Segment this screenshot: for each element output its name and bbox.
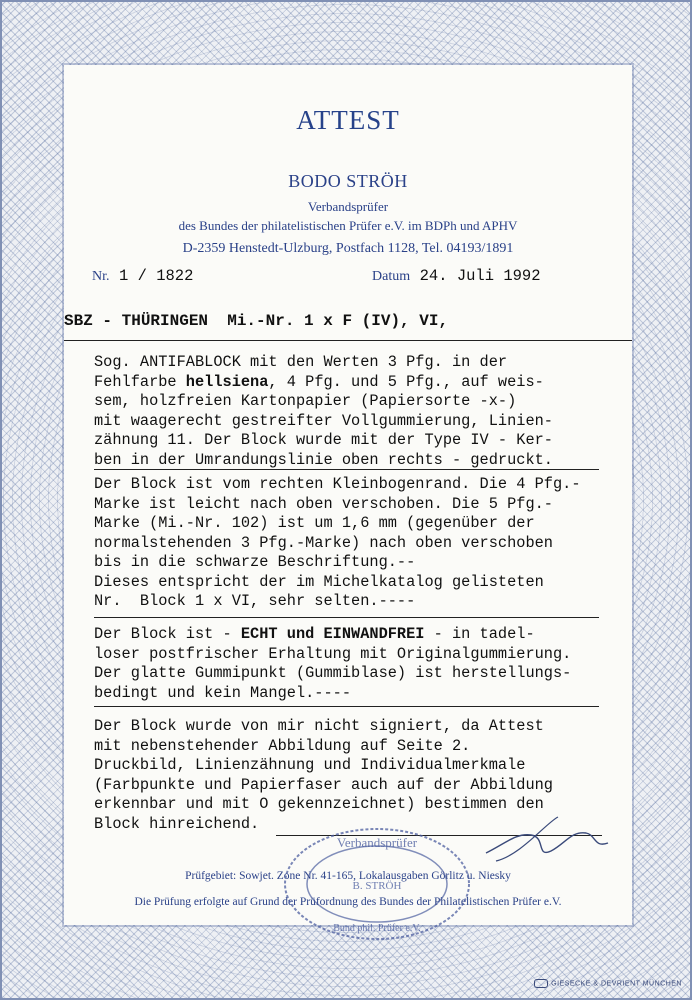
paragraph-line — [94, 514, 624, 534]
paragraph-line — [94, 645, 624, 665]
line-text: Marke (Mi.-Nr. 102) ist um 1,6 mm (gegenüber der — [94, 514, 535, 532]
paragraph-line — [94, 664, 624, 684]
paragraph-position — [94, 475, 624, 612]
paragraph-verdict — [94, 625, 624, 703]
paragraph-line — [94, 373, 624, 393]
line-text: Der Block ist - — [94, 625, 241, 643]
footer-scope: Prüfgebiet: Sowjet. Zone Nr. 41-165, Lokalausgaben Görlitz u. Niesky — [185, 870, 511, 882]
headline-rule — [64, 340, 632, 341]
line-text: loser postfrischer Erhaltung mit Originalgummierung. — [94, 644, 572, 663]
certificate-date — [372, 267, 541, 285]
certificate-panel — [64, 65, 632, 934]
examiner-seal-stamp — [282, 825, 472, 943]
paragraph-line — [94, 756, 624, 776]
line-text: Druckbild, Linienzähnung und Individualmerkmale — [94, 756, 526, 774]
issuer-role: Verbandsprüfer — [307, 199, 389, 214]
paragraph-rule-3 — [94, 706, 599, 707]
datum-value: 24. Juli 1992 — [419, 267, 541, 285]
paragraph-line — [94, 625, 624, 645]
line-text: Block hinreichend. — [94, 814, 260, 833]
line-text: bedingt und kein Mangel.---- — [94, 683, 352, 702]
line-text: (Farbpunkte und Papierfaser auch auf der Abbildung — [94, 775, 553, 794]
paragraph-line — [94, 592, 624, 612]
line-text: Dieses entspricht der im Michelkatalog gelisteten — [94, 572, 544, 591]
paragraph-line — [94, 717, 624, 737]
nr-label: Nr. — [92, 269, 110, 284]
stamp-top-text: Verbandsprüfer — [336, 835, 418, 850]
paragraph-line — [94, 534, 624, 554]
line-text: , 4 Pfg. und 5 Pfg., auf weis- — [268, 372, 544, 391]
line-text: normalstehenden 3 Pfg.-Marke) nach oben verschoben — [94, 533, 553, 552]
stamp-center-text: B. STRÖH — [352, 880, 402, 892]
line-text: sem, holzfreien Kartonpapier (Papiersorte -x-) — [94, 392, 517, 410]
nr-value: 1 / 1822 — [119, 267, 194, 285]
footer-rules: Die Prüfung erfolgte auf Grund der Prüfordnung des Bundes der Philatelistischen Prüfer e.V. — [134, 896, 562, 908]
paragraph-line — [94, 553, 624, 573]
printer-imprint — [534, 979, 682, 988]
printer-name: GIESECKE & DEVRIENT MÜNCHEN — [551, 980, 682, 988]
issuer-name: BODO STRÖH — [288, 171, 408, 191]
line-text: mit waagerecht gestreifter Vollgummierung, Linien- — [94, 411, 553, 430]
stamp-bottom-text: Bund phil. Prüfer e.V. — [333, 923, 421, 934]
paragraph-rule-2 — [94, 617, 599, 618]
line-text: Marke ist leicht nach oben verschoben. Die 5 Pfg.- — [94, 494, 553, 513]
line-text: Der Block ist vom rechten Kleinbogenrand. Die 4 Pfg.- — [94, 475, 581, 493]
line-text: erkennbar und mit O gekennzeichnet) bestimmen den — [94, 795, 544, 813]
line-text: bis in die schwarze Beschriftung.-- — [94, 553, 416, 571]
paragraph-line — [94, 737, 624, 757]
paragraph-line — [94, 573, 624, 593]
line-text: Nr. Block 1 x VI, sehr selten.---- — [94, 592, 416, 610]
issuer-address: D-2359 Henstedt-Ulzburg, Postfach 1128, Tel. 04193/1891 — [182, 241, 514, 256]
certificate-title: ATTEST — [296, 105, 400, 135]
line-text: mit nebenstehender Abbildung auf Seite 2. — [94, 736, 471, 755]
datum-label: Datum — [372, 269, 411, 284]
paragraph-line — [94, 353, 624, 373]
line-text: ben in der Umrandungslinie oben rechts - gedruckt. — [94, 450, 553, 469]
line-text: Der Block wurde von mir nicht signiert, da Attest — [94, 717, 544, 735]
item-headline: SBZ - THÜRINGEN Mi.-Nr. 1 x F (IV), VI, — [64, 312, 449, 330]
paragraph-line — [94, 475, 624, 495]
paragraph-line — [94, 431, 624, 451]
paragraph-line — [94, 451, 624, 471]
line-text: Fehlfarbe — [94, 372, 186, 391]
paragraph-line — [94, 392, 624, 412]
paragraph-line — [94, 495, 624, 515]
paragraph-line — [94, 412, 624, 432]
paragraph-line — [94, 684, 624, 704]
line-text: Der glatte Gummipunkt (Gummiblase) ist herstellungs- — [94, 664, 572, 682]
printer-logo-icon — [534, 979, 548, 988]
paragraph-line — [94, 795, 624, 815]
handwritten-signature — [476, 813, 626, 868]
line-text: Sog. ANTIFABLOCK mit den Werten 3 Pfg. in der — [94, 353, 508, 371]
paragraph-line — [94, 776, 624, 796]
paragraph-description — [94, 353, 624, 470]
paragraph-rule-1 — [94, 469, 599, 470]
emphasis-text: ECHT und EINWANDFREI — [240, 625, 425, 643]
line-text: - in tadel- — [424, 625, 535, 643]
line-text: zähnung 11. Der Block wurde mit der Type IV - Ker- — [94, 431, 553, 449]
issuer-org: des Bundes der philatelistischen Prüfer e.V. im BDPh und APHV — [178, 218, 518, 233]
emphasis-text: hellsiena — [185, 372, 269, 391]
certificate-number — [92, 267, 193, 285]
